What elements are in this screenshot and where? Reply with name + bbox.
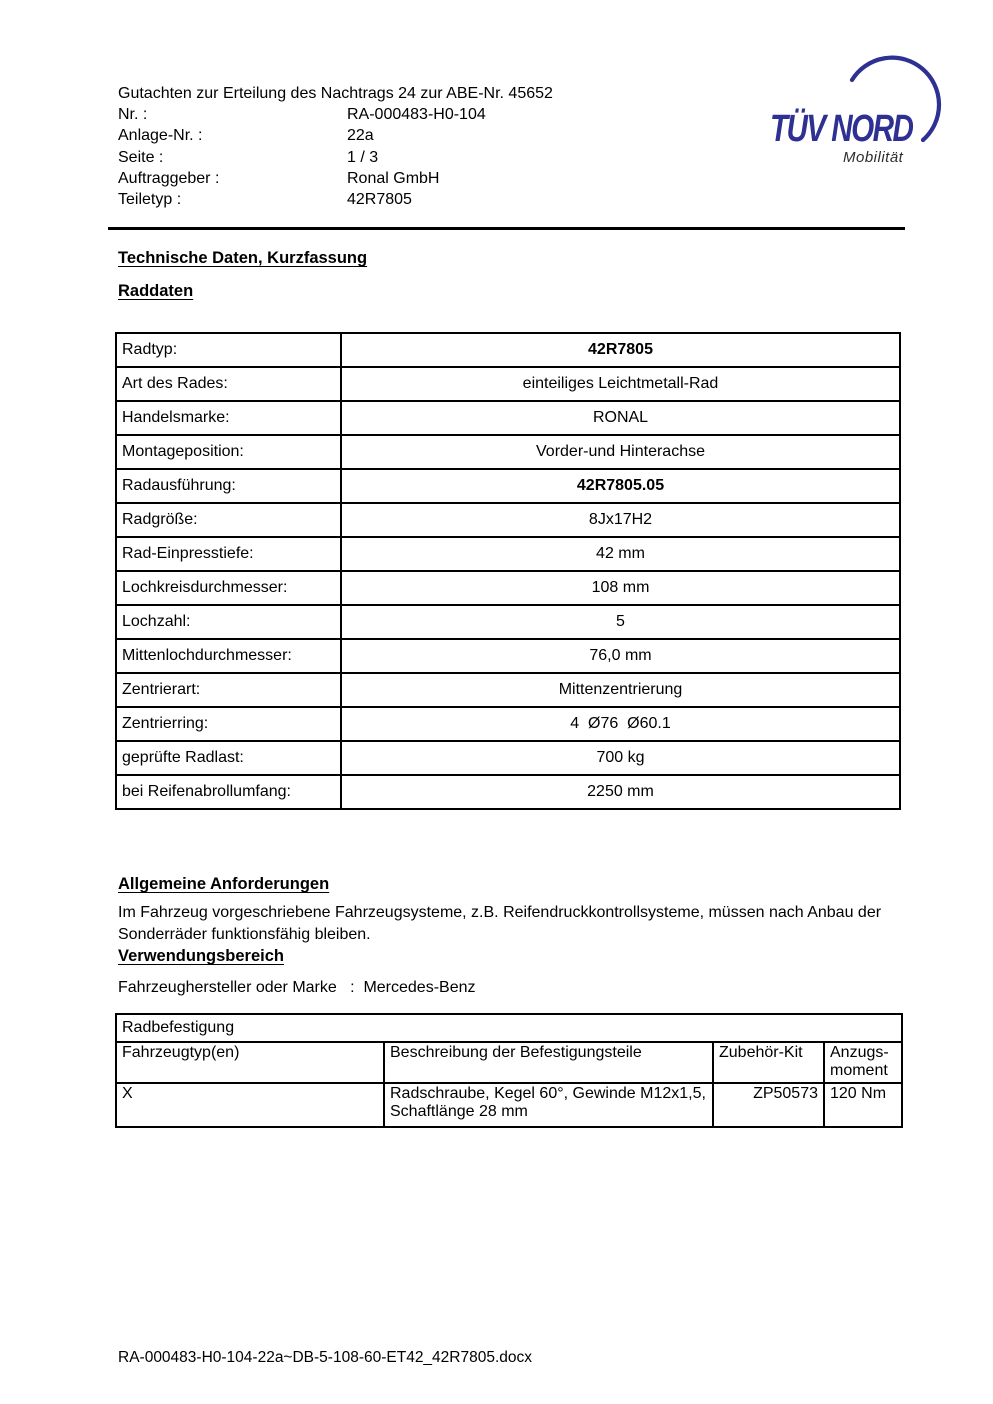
row-value: Mittenzentrierung: [341, 673, 900, 707]
row-label: Radgröße:: [116, 503, 341, 537]
row-label: Zentrierart:: [116, 673, 341, 707]
hersteller-line: Fahrzeughersteller oder Marke : Mercedes-Benz: [118, 979, 476, 996]
table-row: [116, 503, 900, 537]
logo-wordmark: TÜV NORD: [770, 108, 913, 150]
row-value: 42R7805: [341, 333, 900, 367]
table-header-row: [116, 1042, 902, 1083]
table-row: [116, 741, 900, 775]
row-value: 700 kg: [341, 741, 900, 775]
row-label: Mittenlochdurchmesser:: [116, 639, 341, 673]
row-label: Rad-Einpresstiefe:: [116, 537, 341, 571]
row-value: 4 Ø76 Ø60.1: [341, 707, 900, 741]
allgemein-paragraph: Im Fahrzeug vorgeschriebene Fahrzeugsysteme, z.B. Reifendruckkontrollsysteme, müssen nach Anbau der Sonderräder funktionsfähig bleiben.: [118, 904, 882, 943]
field-value-anlage: 22a: [347, 127, 374, 145]
field-value-seite: 1 / 3: [347, 148, 379, 166]
table-row: [116, 571, 900, 605]
row-label: Handelsmarke:: [116, 401, 341, 435]
table-row: [116, 435, 900, 469]
row-label: Zentrierring:: [116, 707, 341, 741]
header-field-row: [118, 189, 553, 210]
cell-fahrzeugtyp: X: [116, 1083, 384, 1127]
header-field-row: [118, 168, 553, 189]
field-label-anlage: Anlage-Nr. :: [118, 127, 203, 145]
table-row: [116, 537, 900, 571]
row-label: bei Reifenabrollumfang:: [116, 775, 341, 809]
row-label: Radausführung:: [116, 469, 341, 503]
raddaten-heading: Raddaten: [118, 282, 194, 300]
header-divider: [108, 227, 905, 230]
table-row: [116, 401, 900, 435]
row-value: Vorder-und Hinterachse: [341, 435, 900, 469]
table-row: [116, 469, 900, 503]
row-value: 76,0 mm: [341, 639, 900, 673]
row-value: 2250 mm: [341, 775, 900, 809]
table-row: [116, 367, 900, 401]
allgemein-heading: Allgemeine Anforderungen: [118, 875, 330, 893]
header-field-row: [118, 104, 553, 125]
cell-zubehoer: ZP50573: [713, 1083, 824, 1127]
row-value: RONAL: [341, 401, 900, 435]
row-label: Lochzahl:: [116, 605, 341, 639]
raddaten-table: [115, 332, 901, 810]
field-label-seite: Seite :: [118, 148, 164, 166]
field-value-nr: RA-000483-H0-104: [347, 106, 486, 124]
table-row: [116, 333, 900, 367]
tuv-nord-logo: [745, 48, 963, 173]
document-header: [118, 83, 553, 210]
header-field-row: [118, 147, 553, 168]
row-value: 8Jx17H2: [341, 503, 900, 537]
field-value-auftraggeber: Ronal GmbH: [347, 169, 440, 187]
tech-data-heading: Technische Daten, Kurzfassung: [118, 249, 368, 267]
row-label: Lochkreisdurchmesser:: [116, 571, 341, 605]
radbefestigung-table: [115, 1013, 903, 1128]
header-field-row: [118, 125, 553, 146]
footer-filename: RA-000483-H0-104-22a~DB-5-108-60-ET42_42R7805.docx: [118, 1349, 533, 1366]
table-title-row: [116, 1014, 902, 1042]
field-value-teiletyp: 42R7805: [347, 191, 412, 209]
column-header-zubehoer: Zubehör-Kit: [713, 1042, 824, 1083]
verwendungsbereich-heading: Verwendungsbereich: [118, 947, 284, 965]
column-header-beschreibung: Beschreibung der Befestigungsteile: [384, 1042, 713, 1083]
table-row: [116, 775, 900, 809]
cell-anzugsmoment: 120 Nm: [824, 1083, 902, 1127]
table-row: [116, 605, 900, 639]
row-label: Radtyp:: [116, 333, 341, 367]
table-row: [116, 639, 900, 673]
table-row: [116, 673, 900, 707]
column-header-anzugsmoment: Anzugs-moment: [824, 1042, 902, 1083]
field-label-auftraggeber: Auftraggeber :: [118, 169, 220, 187]
row-value: einteiliges Leichtmetall-Rad: [341, 367, 900, 401]
row-label: geprüfte Radlast:: [116, 741, 341, 775]
row-value: 5: [341, 605, 900, 639]
field-label-teiletyp: Teiletyp :: [118, 191, 182, 209]
table-row: [116, 707, 900, 741]
row-label: Art des Rades:: [116, 367, 341, 401]
row-label: Montageposition:: [116, 435, 341, 469]
table-row: [116, 1083, 902, 1127]
cell-beschreibung: Radschraube, Kegel 60°, Gewinde M12x1,5, Schaftlänge 28 mm: [384, 1083, 713, 1127]
row-value: 108 mm: [341, 571, 900, 605]
row-value: 42 mm: [341, 537, 900, 571]
logo-tagline: Mobilität: [843, 149, 904, 166]
column-header-fahrzeugtyp: Fahrzeugtyp(en): [116, 1042, 384, 1083]
field-label-nr: Nr. :: [118, 106, 148, 124]
table-title: Radbefestigung: [116, 1014, 902, 1042]
document-title: Gutachten zur Erteilung des Nachtrags 24 zur ABE-Nr. 45652: [118, 85, 553, 102]
row-value: 42R7805.05: [341, 469, 900, 503]
